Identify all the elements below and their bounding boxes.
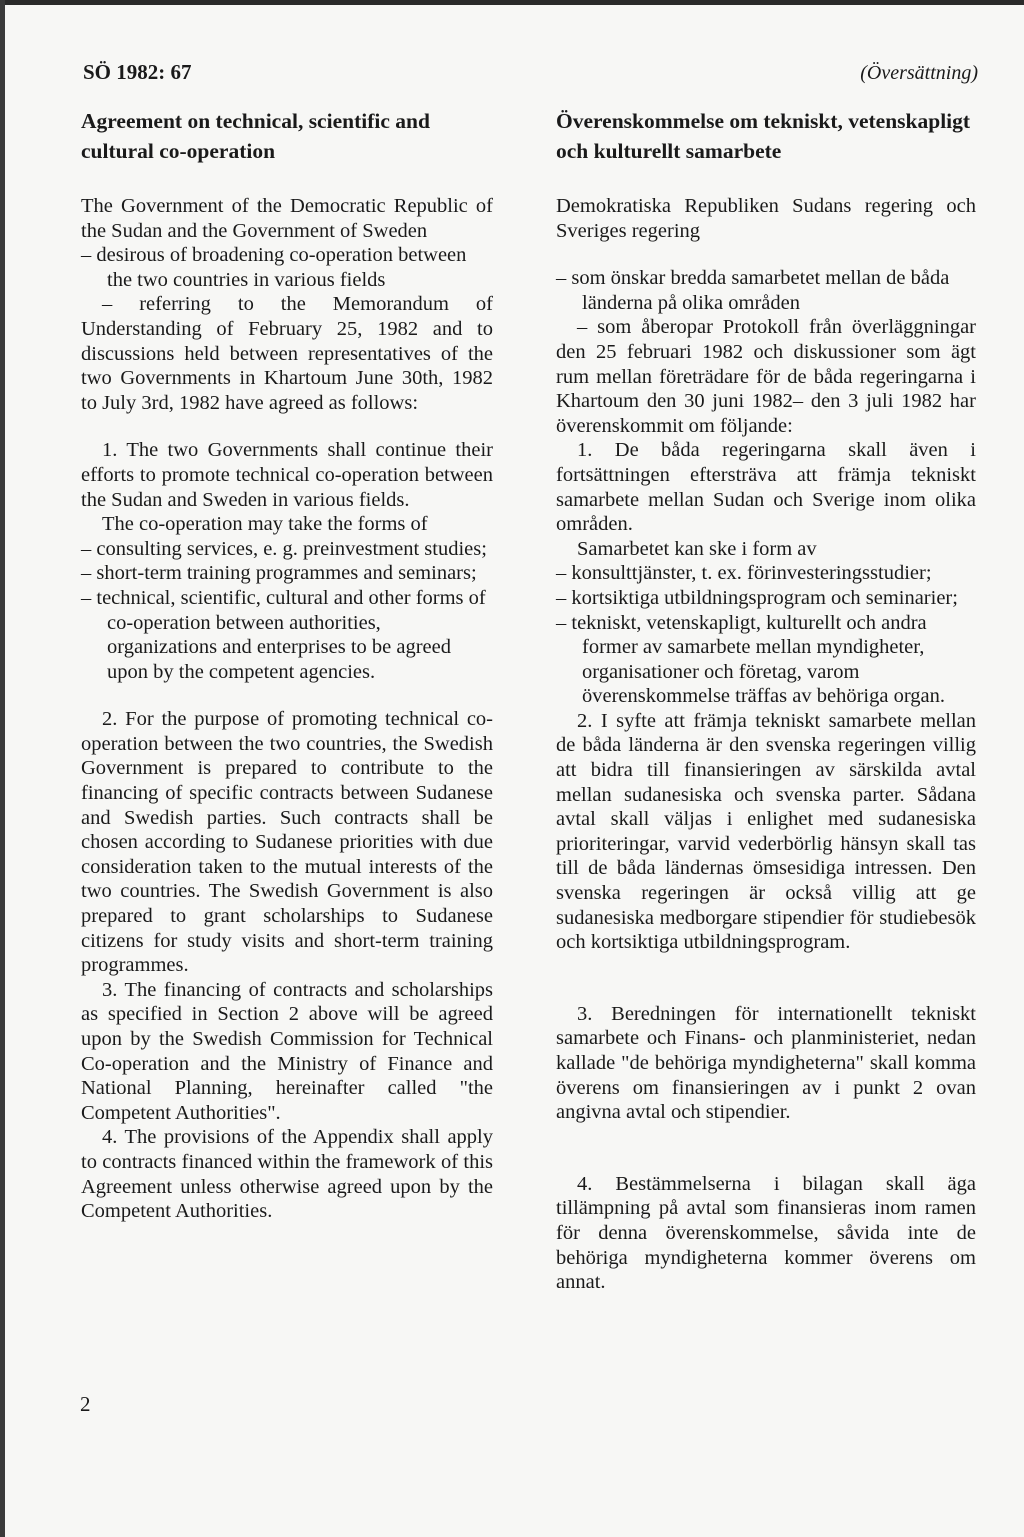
english-form-3: – technical, scientific, cultural and other forms of co-operation between authorities, organizations and enterprises to be agreed upon by the competent agencies. bbox=[81, 586, 486, 683]
english-title: Agreement on technical, scientific and cultural co-operation bbox=[81, 109, 430, 163]
english-article-4: 4. The provisions of the Appendix shall apply to contracts financed within the framework of this Agreement unless otherwise agreed upon by the Competent Authorities. bbox=[81, 1126, 493, 1223]
swedish-form-1: – konsulttjänster, t. ex. förinvesteringsstudier; bbox=[556, 562, 932, 585]
swedish-article-1: 1. De båda regeringarna skall även i fortsättningen eftersträva att främja tekniskt samarbete mellan Sudan och Sverige inom olika områden. bbox=[556, 439, 976, 536]
swedish-form-3: – tekniskt, vetenskapligt, kulturellt och andra former av samarbete mellan myndigheter, organisationer och företag, varom överenskommelse träffas av behöriga organ. bbox=[556, 611, 945, 708]
scan-top-border bbox=[0, 0, 1024, 5]
scan-left-border bbox=[0, 0, 5, 1537]
english-column bbox=[81, 106, 493, 1224]
swedish-article-3: 3. Beredningen för internationellt tekniskt samarbete och Finans- och planministeriet, nedan kallade "de behöriga myndigheterna" skall komma överens om finansieringen av i punkt 2 ovan angivna avtal och stipendier. bbox=[556, 1002, 976, 1124]
english-article-3: 3. The financing of contracts and scholarships as specified in Section 2 above will be agreed upon by the Swedish Commission for Technical Co-operation and the Ministry of Finance and National Planning, hereinafter called "the Competent Authorities". bbox=[81, 978, 493, 1124]
english-recital-2: – referring to the Memorandum of Understanding of February 25, 1982 and to discussions held between representatives of the two Governments in Khartoum June 30th, 1982 to July 3rd, 1982 have agreed as follows: bbox=[81, 293, 493, 414]
swedish-title: Överenskommelse om tekniskt, vetenskapligt och kulturellt samarbete bbox=[556, 109, 971, 163]
page-number: 2 bbox=[80, 1392, 91, 1416]
english-article-2: 2. For the purpose of promoting technical co-operation between the two countries, the Swedish Government is prepared to contribute to the financing of specific contracts between Sudanese and Swedish parties. Such contracts shall be chosen according to Sudanese priorities with due consideration taken to the mutual interests of the two countries. The Swedish Government is also prepared to grant scholarships to Sudanese citizens for study visits and short-term training programmes. bbox=[81, 708, 493, 977]
english-form-1: – consulting services, e. g. preinvestment studies; bbox=[81, 537, 487, 560]
english-parties: The Government of the Democratic Republic of the Sudan and the Government of Sweden bbox=[81, 195, 493, 242]
english-article-1: 1. The two Governments shall continue their efforts to promote technical co-operation between the Sudan and Sweden in various fields. bbox=[81, 439, 493, 511]
document-reference: SÖ 1982: 67 bbox=[83, 60, 192, 84]
english-forms-intro: The co-operation may take the forms of bbox=[102, 513, 428, 536]
english-form-2: – short-term training programmes and seminars; bbox=[81, 562, 477, 585]
swedish-forms-intro: Samarbetet kan ske i form av bbox=[577, 537, 817, 560]
swedish-recital-2: – som åberopar Protokoll från överläggningar den 25 februari 1982 och diskussioner som ägt rum mellan företrädare för de båda regeringarna i Khartoum den 30 juni 1982– den 3 juli 1982 har överenskommit om följande: bbox=[556, 316, 976, 437]
translation-label: (Översättning) bbox=[860, 62, 978, 84]
swedish-article-2: 2. I syfte att främja tekniskt samarbete mellan de båda länderna är den svenska regeringen villig att bidra till finansieringen av särskilda avtal mellan sudanesiska och svenska parter. Sådana avtal skall väljas i enlighet med sudanesiska prioriteringar, varvid vederbörlig hänsyn skall tas till de båda ländernas ömsesidiga intressen. Den svenska regeringen är också villig att ge sudanesiska medborgare stipendier för studiebesök och kortsiktiga utbildningsprogram. bbox=[556, 709, 976, 954]
swedish-form-2: – kortsiktiga utbildningsprogram och seminarier; bbox=[556, 586, 958, 609]
english-recital-1: – desirous of broadening co-operation between the two countries in various fields bbox=[81, 244, 467, 291]
swedish-parties: Demokratiska Republiken Sudans regering och Sveriges regering bbox=[556, 195, 976, 242]
swedish-column bbox=[556, 106, 976, 1295]
swedish-article-4: 4. Bestämmelserna i bilagan skall äga tillämpning på avtal som finansieras inom ramen för denna överenskommelse, såvida inte de behöriga myndigheterna kommer överens om annat. bbox=[556, 1172, 976, 1294]
swedish-recital-1: – som önskar bredda samarbetet mellan de båda länderna på olika områden bbox=[556, 267, 950, 314]
